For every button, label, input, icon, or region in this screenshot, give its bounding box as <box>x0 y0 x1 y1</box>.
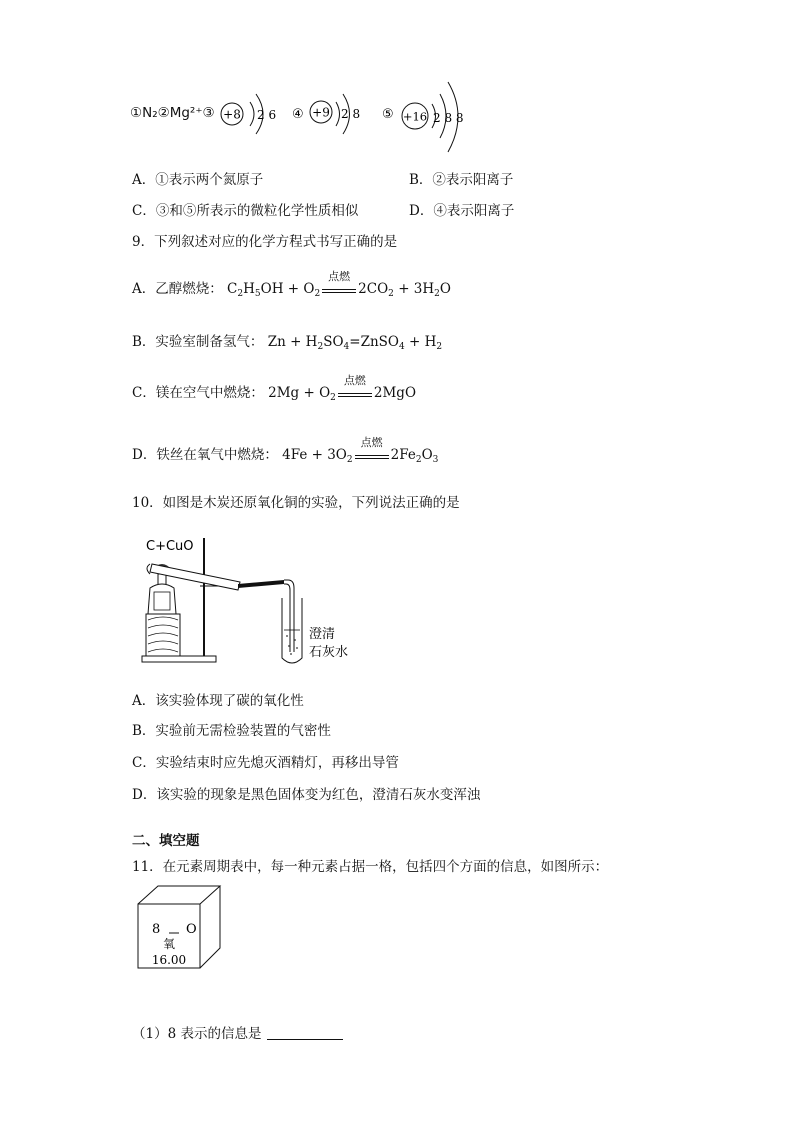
q11-sub1: （1）8 表示的信息是 <box>132 1025 343 1043</box>
limewater-label-1: 澄清 <box>309 627 336 642</box>
s5-shells: 2 8 8 <box>433 111 464 125</box>
structure-diagram-4 <box>292 94 360 134</box>
answer-blank[interactable] <box>267 1025 343 1040</box>
limewater-label-2: 石灰水 <box>309 645 349 660</box>
s4-label: ④ <box>292 107 304 122</box>
s5-label: ⑤ <box>382 107 394 122</box>
q10-option-b: B．实验前无需检验装置的气密性 <box>132 723 331 739</box>
s4-shells: 2 8 <box>341 107 361 121</box>
q10-option-a: A．该实验体现了碳的氧化性 <box>132 693 304 709</box>
q9-option-b: B．实验室制备氢气： $Zn + H_2SO_4=ZnSO_4 + H_2$ <box>132 334 443 352</box>
q8-option-d: D．④表示阳离子 <box>409 203 515 219</box>
reaction-condition: 点燃 <box>355 449 389 459</box>
q8-option-c: C．③和⑤所表示的微粒化学性质相似 <box>132 203 359 219</box>
section-heading: 二、填空题 <box>132 833 200 849</box>
element-symbol: O <box>186 922 197 937</box>
structure-diagram-5 <box>382 82 464 152</box>
reagent-label: C+CuO <box>146 539 194 554</box>
q9-option-d: D．铁丝在氧气中燃烧： $4Fe + 3O_2$ 点燃 $2Fe_2O_3$ <box>132 436 439 465</box>
s5-nucleus: +16 <box>402 109 428 124</box>
apparatus-diagram <box>134 534 364 674</box>
s3-shells: 2 6 <box>257 108 277 122</box>
q8-symbols: ①N₂②Mg²⁺③ <box>130 105 215 121</box>
s4-nucleus: +9 <box>312 105 330 120</box>
q10-option-d: D．该实验的现象是黑色固体变为红色，澄清石灰水变浑浊 <box>132 787 481 803</box>
q10-option-c: C．实验结束时应先熄灭酒精灯，再移出导管 <box>132 755 399 771</box>
structure-diagram-3 <box>221 94 276 134</box>
q8-option-b: B．②表示阳离子 <box>409 172 514 188</box>
q9-stem: 9．下列叙述对应的化学方程式书写正确的是 <box>132 234 398 250</box>
atomic-number: 8 <box>152 922 161 937</box>
q9-option-a: A．乙醇燃烧： $C_2H_5OH + O_2$ 点燃 $2CO_2 + 3H_2O$ <box>132 270 451 299</box>
q10-stem: 10．如图是木炭还原氧化铜的实验，下列说法正确的是 <box>132 495 460 511</box>
q8-atom-structure-diagrams <box>210 72 500 162</box>
q9-option-c: C．镁在空气中燃烧： $2Mg + O_2$ 点燃 2MgO <box>132 374 417 403</box>
element-cell-figure <box>136 882 226 978</box>
element-name: 氧 <box>162 937 176 951</box>
reaction-condition: 点燃 <box>338 387 372 397</box>
s3-nucleus: +8 <box>223 107 241 122</box>
reaction-condition: 点燃 <box>322 283 356 293</box>
q8-option-a: A．①表示两个氮原子 <box>132 172 264 188</box>
q11-stem: 11．在元素周期表中，每一种元素占据一格，包括四个方面的信息，如图所示： <box>132 859 609 875</box>
atomic-mass: 16.00 <box>151 953 187 967</box>
